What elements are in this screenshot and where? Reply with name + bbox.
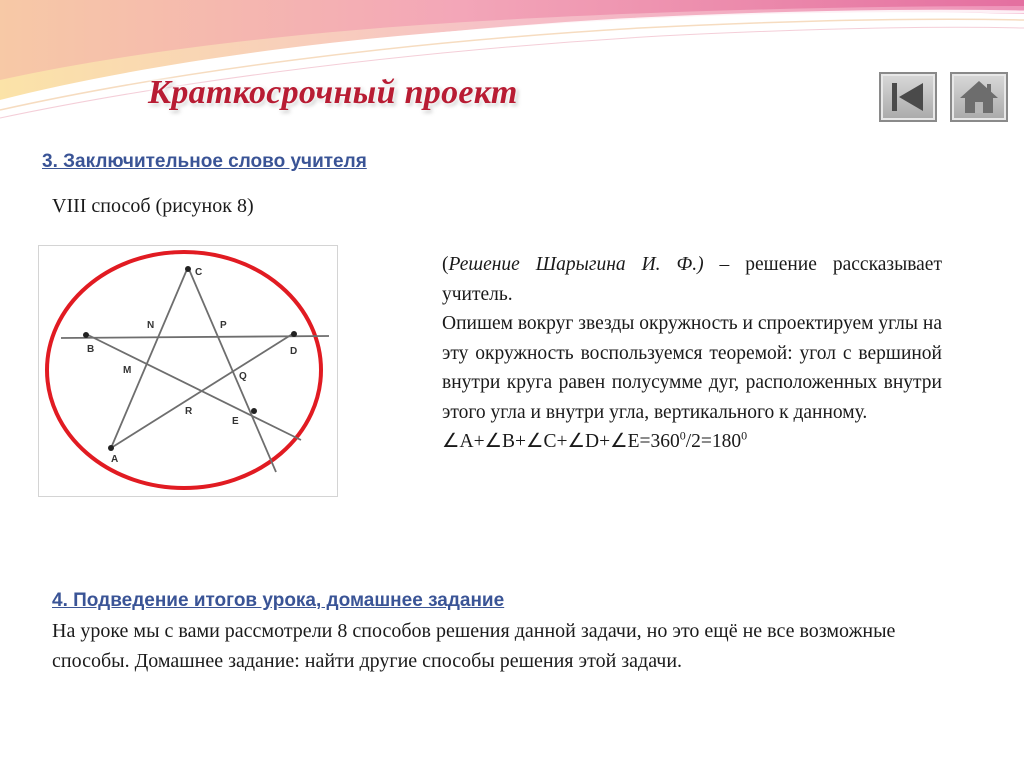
label-n: N — [147, 320, 155, 331]
vertex-b-point — [83, 332, 89, 338]
label-d: D — [290, 346, 298, 357]
slide-title: Краткосрочный проект — [148, 74, 518, 111]
label-p: P — [220, 320, 227, 331]
label-m: M — [123, 365, 132, 376]
star-segment-d-a — [111, 333, 294, 448]
angle-sum-formula — [442, 427, 942, 457]
circumscribed-circle — [47, 252, 321, 488]
author-tail: – решение рассказывает учитель. — [442, 254, 942, 305]
label-r: R — [185, 406, 193, 417]
teacher-explanation — [442, 250, 942, 457]
label-b: B — [87, 344, 95, 355]
open-paren: ( — [442, 254, 449, 275]
first-slide-icon — [881, 74, 935, 120]
vertex-c-point — [185, 266, 191, 272]
degree-sup-1: 0 — [679, 428, 686, 443]
degree-sup-2: 0 — [741, 428, 748, 443]
label-e: E — [232, 416, 239, 427]
formula-main: ∠A+∠B+∠C+∠D+∠E=360 — [442, 431, 680, 452]
vertex-e-point — [251, 408, 257, 414]
label-q: Q — [239, 371, 247, 382]
method-caption: VIII способ (рисунок 8) — [52, 195, 254, 217]
formula-mid: /2=180 — [685, 431, 742, 452]
label-c: C — [195, 267, 203, 278]
explanation-intro — [442, 250, 942, 309]
home-button[interactable] — [950, 72, 1008, 122]
home-icon — [952, 74, 1006, 120]
explanation-paragraph: Опишем вокруг звезды окружность и спроектируем углы на эту окружность воспользуемся теоремой: угол с вершиной внутри круга равен полусумме дуг, расположенных внутри этого угла и внутри угла, вертикального к данному. — [442, 313, 942, 423]
label-a: A — [111, 454, 119, 465]
summary-text: На уроке мы с вами рассмотрели 8 способов решения данной задачи, но это ещё не все возможные способы. Домашнее задание: найти другие способы решения этой задачи. — [52, 620, 896, 672]
star-segment-c-e — [188, 267, 276, 472]
vertex-d-point — [291, 331, 297, 337]
first-slide-button[interactable] — [879, 72, 937, 122]
vertex-a-point — [108, 445, 114, 451]
star-segment-a-c — [111, 267, 188, 448]
section-heading-conclusion: 3. Заключительное слово учителя — [42, 151, 367, 172]
section-heading-summary: 4. Подведение итогов урока, домашнее задание — [52, 590, 505, 611]
star-circle-diagram — [39, 246, 339, 498]
solution-author: Решение Шарыгина И. Ф.) — [448, 254, 704, 275]
figure-8 — [38, 245, 338, 497]
